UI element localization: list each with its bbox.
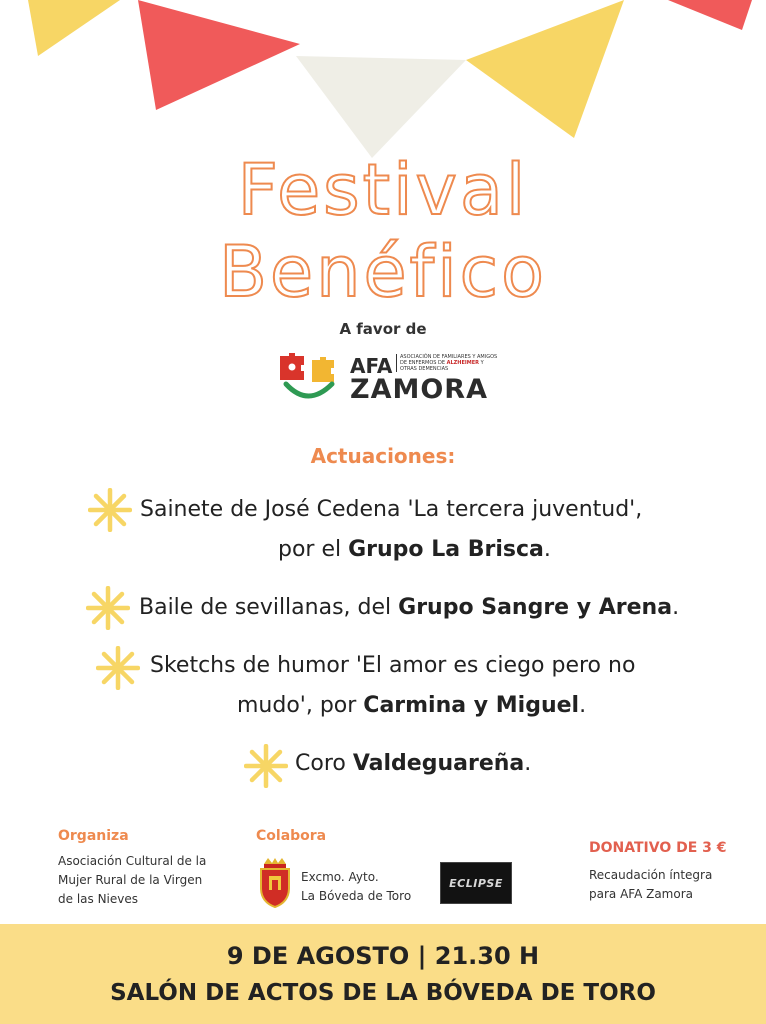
colabora-section — [256, 828, 326, 852]
performance-4-line1: Coro Valdeguareña. — [295, 751, 532, 776]
bunting-flag-red-left — [138, 0, 300, 110]
logo-afa-text: AFA — [350, 354, 393, 378]
performance-item-4 — [295, 744, 531, 784]
event-date-time: 9 DE AGOSTO | 21.30 H — [226, 942, 540, 970]
star-bullet-icon — [244, 744, 288, 788]
donativo-title: DONATIVO DE 3 € — [589, 840, 727, 856]
performances-heading: Actuaciones: — [310, 444, 456, 468]
donativo-line-1: Recaudación íntegra — [589, 868, 713, 882]
performance-item-1 — [140, 490, 642, 570]
beneficiary-label: A favor de — [339, 320, 427, 338]
colabora-ayto — [301, 868, 411, 906]
donativo-section — [589, 840, 727, 904]
afa-puzzle-logo-icon — [278, 352, 342, 406]
organiza-line-1: Asociación Cultural de la — [58, 854, 207, 868]
bunting-flag-yellow-right — [466, 0, 624, 138]
colabora-title: Colabora — [256, 828, 327, 844]
logo-description: ASOCIACIÓN DE FAMILIARES Y AMIGOS DE ENFERMOS DE ALZHEIMER Y OTRAS DEMENCIAS — [396, 354, 500, 372]
bunting-flag-cream — [296, 56, 466, 158]
event-venue: SALÓN DE ACTOS DE LA BÓVEDA DE TORO — [110, 980, 656, 1006]
organiza-line-2: Mujer Rural de la Virgen — [58, 873, 203, 887]
town-crest-icon — [258, 858, 292, 908]
performance-2-line1: Baile de sevillanas, del Grupo Sangre y Arena. — [139, 595, 680, 620]
afa-zamora-logo — [278, 352, 498, 406]
colabora-line-1: Excmo. Ayto. — [301, 870, 379, 884]
bunting-flag-red-right — [668, 0, 752, 30]
organiza-title: Organiza — [58, 828, 129, 844]
bunting-flag-yellow-left — [28, 0, 120, 56]
star-bullet-icon — [86, 586, 130, 630]
star-bullet-icon — [96, 646, 140, 690]
logo-zamora-text: ZAMORA — [350, 374, 488, 405]
performance-item-2 — [139, 588, 679, 628]
bunting-decoration — [0, 0, 766, 170]
colabora-line-2: La Bóveda de Toro — [301, 889, 412, 903]
donativo-line-2: para AFA Zamora — [589, 887, 693, 901]
performance-item-3 — [150, 646, 635, 726]
title-benefico: Benéfico — [219, 231, 547, 313]
organiza-section — [58, 828, 206, 909]
performance-1-line1: Sainete de José Cedena 'La tercera juventud', — [140, 497, 643, 522]
event-info-band — [0, 924, 766, 1024]
eclipse-sponsor-logo: ECLIPSE — [440, 862, 512, 904]
organiza-line-3: de las Nieves — [58, 892, 138, 906]
title-festival: Festival — [237, 149, 529, 231]
performance-3-line2: mudo', por Carmina y Miguel. — [237, 693, 587, 718]
performance-3-line1: Sketchs de humor 'El amor es ciego pero no — [150, 653, 636, 678]
performance-1-line2: por el Grupo La Brisca. — [278, 537, 551, 562]
star-bullet-icon — [88, 488, 132, 532]
